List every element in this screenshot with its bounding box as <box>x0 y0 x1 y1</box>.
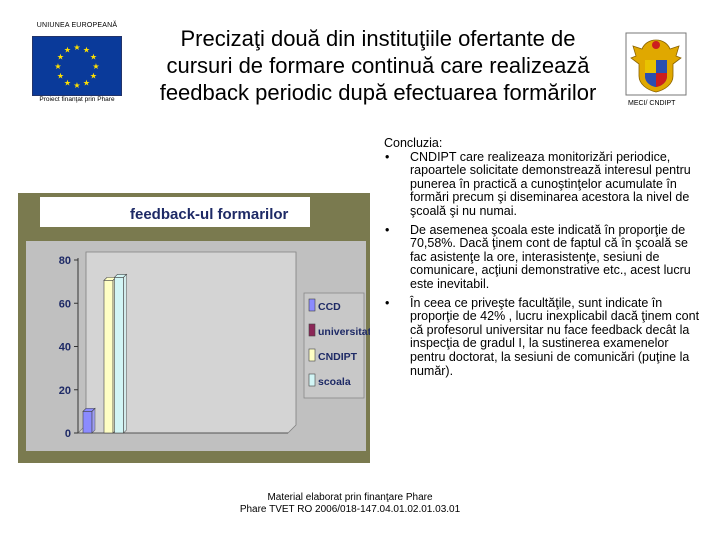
eu-logo <box>22 22 132 102</box>
conclusions-list <box>383 151 703 379</box>
crest-label: MECI/ CNDIPT <box>628 100 676 107</box>
bar-front <box>83 411 92 433</box>
list-item-text: În ceea ce priveşte facultăţile, sunt indicate în proporţie de 42% , lucru inexplicabil dacă ţinem cont că profesorul universitar nu face feedback decât la inspecţia de gradul I, la sustinerea examenelor pentru doctorat, la sesiuni de comunicări (puţine la număr). <box>410 295 700 378</box>
legend-swatch <box>309 299 315 311</box>
bullet-icon: • <box>385 222 390 237</box>
title-line: feedback periodic după efectuarea formărilor <box>159 80 597 105</box>
list-item <box>383 297 703 379</box>
eu-star-icon: ★ <box>73 43 81 52</box>
eu-star-icon: ★ <box>56 71 65 81</box>
y-tick-label: 40 <box>58 341 71 354</box>
eu-star-icon: ★ <box>82 78 91 88</box>
bar <box>104 277 116 433</box>
bar <box>83 408 95 433</box>
list-item-text: CNDIPT care realizeaza monitorizări periodice, rapoartele solicitate demonstrează interesul pentru punerea în practică a cunoştinţelor acumulate în formări precum şi diseminarea acestora la nivel de şcoală şi nu numai. <box>410 149 691 218</box>
conclusions <box>383 137 703 383</box>
list-item-text: De asemenea şcoala este indicată în proporţie de 70,58%. Dacă ţinem cont de faptul că în şcoală se fac asistenţe la ore, interasistenţe, sesiuni de comunicare, acţiuni demonstrative etc., acest lucru este inevitabil. <box>410 222 691 291</box>
eu-star-icon: ★ <box>56 52 65 62</box>
chart-svg <box>18 193 370 463</box>
footer-line: Phare TVET RO 2006/018-147.04.01.02.01.03.01 <box>239 504 461 515</box>
eu-star-icon: ★ <box>89 71 98 81</box>
bar-side <box>124 274 127 433</box>
y-tick-label: 20 <box>58 384 71 397</box>
eu-flag-icon <box>32 36 122 96</box>
legend-label: scoala <box>318 376 351 388</box>
eu-star-icon: ★ <box>92 62 100 71</box>
bullet-icon: • <box>385 295 390 310</box>
footer-line: Material elaborat prin finanţare Phare <box>267 492 433 503</box>
bar <box>115 274 127 433</box>
bullet-icon: • <box>385 149 390 164</box>
bar-front <box>115 277 124 433</box>
footer <box>200 492 500 516</box>
slide-title <box>138 25 618 106</box>
legend-swatch <box>309 374 315 386</box>
list-item <box>383 151 703 219</box>
conclusions-heading: Concluzia: <box>384 136 443 150</box>
eu-stars <box>33 37 121 95</box>
legend-label: universitati <box>318 326 370 338</box>
y-tick-label: 0 <box>64 428 71 440</box>
legend-label: CCD <box>318 301 341 313</box>
eu-star-icon: ★ <box>54 62 62 71</box>
title-line: cursuri de formare continuă care realizează <box>166 53 590 78</box>
title-line: Precizaţi două din instituţiile ofertante de <box>180 26 576 51</box>
list-item <box>383 224 703 292</box>
eu-star-icon: ★ <box>73 81 81 90</box>
eu-star-icon: ★ <box>63 45 72 55</box>
y-tick-label: 60 <box>58 298 71 311</box>
chart-title: feedback-ul formarilor <box>130 206 289 223</box>
legend-label: CNDIPT <box>318 351 358 363</box>
eu-label: UNIUNEA EUROPEANĂ <box>36 22 118 29</box>
eu-project-label: Proiect finanţat prin Phare <box>39 96 115 103</box>
feedback-chart <box>18 193 370 463</box>
legend-swatch <box>309 324 315 336</box>
bar-side <box>92 408 95 433</box>
coat-of-arms-icon <box>625 32 687 96</box>
bar-front <box>104 280 113 433</box>
eu-star-icon: ★ <box>82 45 91 55</box>
eu-star-icon: ★ <box>89 52 98 62</box>
legend-swatch <box>309 349 315 361</box>
eu-star-icon: ★ <box>63 78 72 88</box>
y-tick-label: 80 <box>58 255 71 267</box>
